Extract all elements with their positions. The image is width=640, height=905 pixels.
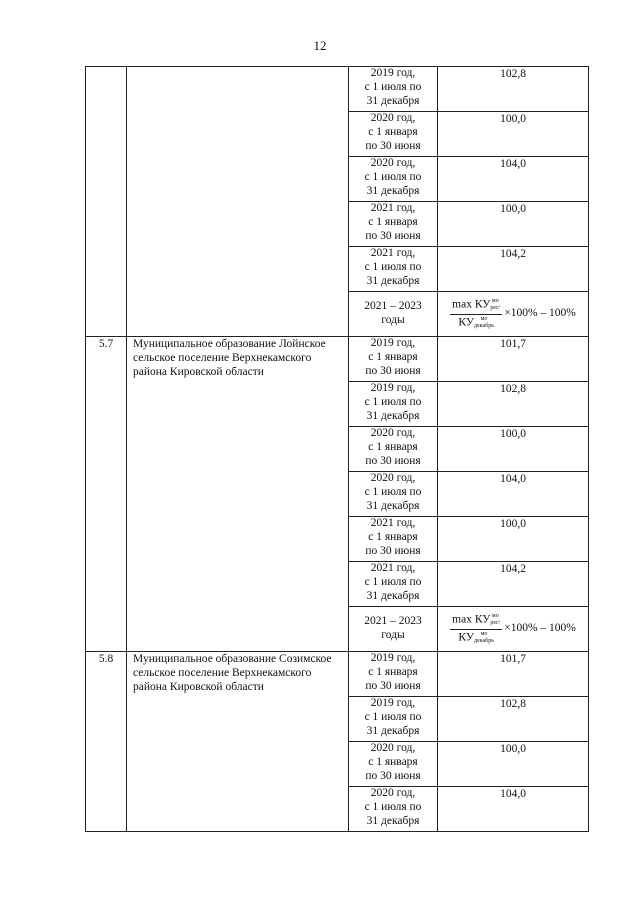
period-cell: 2020 год, с 1 января по 30 июня bbox=[349, 742, 438, 787]
period-cell: 2019 год, с 1 января по 30 июня bbox=[349, 337, 438, 382]
index-value: 104,2 bbox=[438, 562, 589, 607]
period-cell: 2020 год, с 1 января по 30 июня bbox=[349, 427, 438, 472]
index-value: 100,0 bbox=[438, 112, 589, 157]
index-value: 104,0 bbox=[438, 472, 589, 517]
page-number: 12 bbox=[313, 38, 327, 53]
index-formula: max КУ мо рег/ КУ мо декабрь ×100% – 100% bbox=[452, 298, 576, 329]
index-value: 102,8 bbox=[438, 697, 589, 742]
index-value: 100,0 bbox=[438, 427, 589, 472]
index-value: 102,8 bbox=[438, 382, 589, 427]
index-value: 104,0 bbox=[438, 157, 589, 202]
period-cell: 2021 – 2023 годы bbox=[349, 292, 438, 337]
index-formula: max КУ мо рег/ КУ мо декабрь ×100% – 100% bbox=[452, 613, 576, 644]
index-value: 104,2 bbox=[438, 247, 589, 292]
index-value: 101,7 bbox=[438, 337, 589, 382]
period-cell: 2019 год, с 1 января по 30 июня bbox=[349, 652, 438, 697]
index-value: 100,0 bbox=[438, 742, 589, 787]
tariff-table-body bbox=[86, 67, 589, 832]
tariff-table bbox=[85, 66, 589, 832]
index-value: 100,0 bbox=[438, 517, 589, 562]
table-row bbox=[86, 67, 589, 112]
item-number: 5.7 bbox=[86, 337, 127, 652]
index-value: 102,8 bbox=[438, 67, 589, 112]
period-cell: 2021 год, с 1 июля по 31 декабря bbox=[349, 247, 438, 292]
period-cell: 2019 год, с 1 июля по 31 декабря bbox=[349, 697, 438, 742]
period-cell: 2020 год, с 1 июля по 31 декабря bbox=[349, 787, 438, 832]
period-cell: 2020 год, с 1 июля по 31 декабря bbox=[349, 472, 438, 517]
period-cell: 2020 год, с 1 января по 30 июня bbox=[349, 112, 438, 157]
period-cell: 2021 год, с 1 июля по 31 декабря bbox=[349, 562, 438, 607]
index-value: 101,7 bbox=[438, 652, 589, 697]
period-cell: 2021 год, с 1 января по 30 июня bbox=[349, 517, 438, 562]
municipality-name: Муниципальное образование Созимское сельское поселение Верхнекамского района Кировской области bbox=[127, 652, 349, 832]
item-number bbox=[86, 67, 127, 337]
table-row bbox=[86, 652, 589, 697]
municipality-name: Муниципальное образование Лойнское сельское поселение Верхнекамского района Кировской области bbox=[127, 337, 349, 652]
index-value: 104,0 bbox=[438, 787, 589, 832]
period-cell: 2021 год, с 1 января по 30 июня bbox=[349, 202, 438, 247]
table-row bbox=[86, 337, 589, 382]
period-cell: 2021 – 2023 годы bbox=[349, 607, 438, 652]
formula-cell bbox=[438, 292, 589, 337]
item-number: 5.8 bbox=[86, 652, 127, 832]
formula-cell bbox=[438, 607, 589, 652]
period-cell: 2019 год, с 1 июля по 31 декабря bbox=[349, 67, 438, 112]
period-cell: 2019 год, с 1 июля по 31 декабря bbox=[349, 382, 438, 427]
municipality-name bbox=[127, 67, 349, 337]
index-value: 100,0 bbox=[438, 202, 589, 247]
period-cell: 2020 год, с 1 июля по 31 декабря bbox=[349, 157, 438, 202]
